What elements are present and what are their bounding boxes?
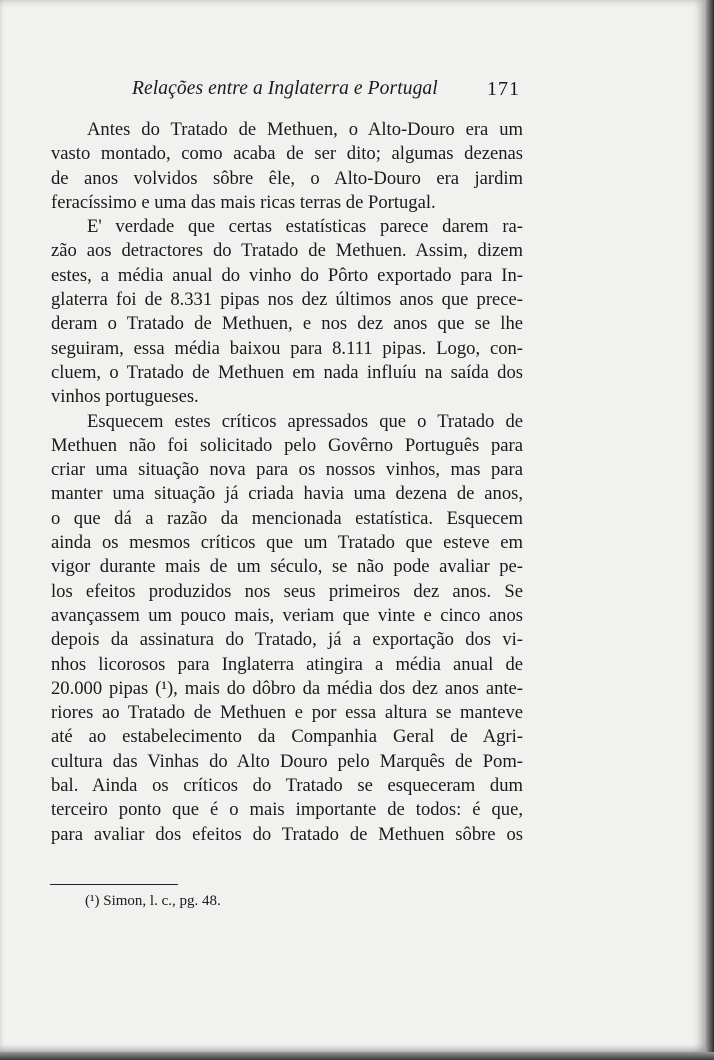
- text-line: bal. Ainda os críticos do Tratado se esqueceram dum: [51, 775, 523, 797]
- text-line: criar uma situação nova para os nossos vinhos, mas para: [51, 459, 523, 481]
- text-line: riores ao Tratado de Methuen e por essa altura se manteve: [51, 702, 523, 724]
- text-line: 20.000 pipas (¹), mais do dôbro da média dos dez anos ante-: [51, 677, 523, 699]
- text-line: avançassem um pouco mais, veriam que vinte e cinco anos: [51, 604, 523, 626]
- text-line: manter uma situação já criada havia uma dezena de anos,: [51, 483, 523, 505]
- text-line: Antes do Tratado de Methuen, o Alto-Douro era um: [87, 119, 523, 140]
- text-line: depois da assinatura do Tratado, já a exportação dos vi-: [51, 629, 523, 651]
- text-line: glaterra foi de 8.331 pipas nos dez últimos anos que prece-: [51, 289, 523, 311]
- body-text: [51, 118, 523, 847]
- text-line: feracíssimo e uma das mais ricas terras de Portugal.: [51, 191, 436, 213]
- page-number: 171: [487, 78, 520, 100]
- text-line: nhos licorosos para Inglaterra atingira a média anual de: [51, 653, 523, 675]
- text-line: estes, a média anual do vinho do Pôrto exportado para In-: [51, 264, 523, 286]
- text-line: o que dá a razão da mencionada estatística. Esquecem: [51, 507, 523, 529]
- footnote-rule: [50, 884, 178, 885]
- text-line: para avaliar dos efeitos do Tratado de Methuen sôbre os: [51, 823, 523, 845]
- text-line: vasto montado, como acaba de ser dito; algumas dezenas: [51, 143, 523, 165]
- text-line: cluem, o Tratado de Methuen em nada influíu na saída dos: [51, 361, 523, 383]
- text-line: terceiro ponto que é o mais importante de todos: é que,: [51, 799, 523, 821]
- text-line: de anos volvidos sôbre êle, o Alto-Douro era jardim: [51, 167, 523, 189]
- text-line: vigor durante mais de um século, se não pode avaliar pe-: [51, 556, 523, 578]
- text-line: até ao estabelecimento da Companhia Geral de Agri-: [51, 726, 523, 748]
- page-edge-shadow: [706, 0, 714, 1060]
- text-line: deram o Tratado de Methuen, e nos dez anos que se lhe: [51, 313, 523, 335]
- text-line: ainda os mesmos críticos que um Tratado que esteve em: [51, 532, 523, 554]
- text-line: zão aos detractores do Tratado de Methuen. Assim, dizem: [51, 240, 523, 262]
- text-line: Methuen não foi solicitado pelo Govêrno Português para: [51, 434, 523, 456]
- running-title: Relações entre a Inglaterra e Portugal: [132, 78, 438, 99]
- text-line: seguiram, essa média baixou para 8.111 pipas. Logo, con-: [51, 337, 523, 359]
- page-header: [132, 78, 520, 106]
- text-line: cultura das Vinhas do Alto Douro pelo Marquês de Pom-: [51, 750, 523, 772]
- text-line: E' verdade que certas estatísticas parece darem ra-: [87, 216, 523, 238]
- text-line: vinhos portugueses.: [51, 386, 199, 408]
- page-bottom-shadow: [0, 1052, 714, 1060]
- footnote: (¹) Simon, l. c., pg. 48.: [85, 893, 221, 909]
- text-line: los efeitos produzidos nos seus primeiros dez anos. Se: [51, 580, 523, 602]
- text-line: Esquecem estes críticos apressados que o Tratado de: [87, 410, 523, 432]
